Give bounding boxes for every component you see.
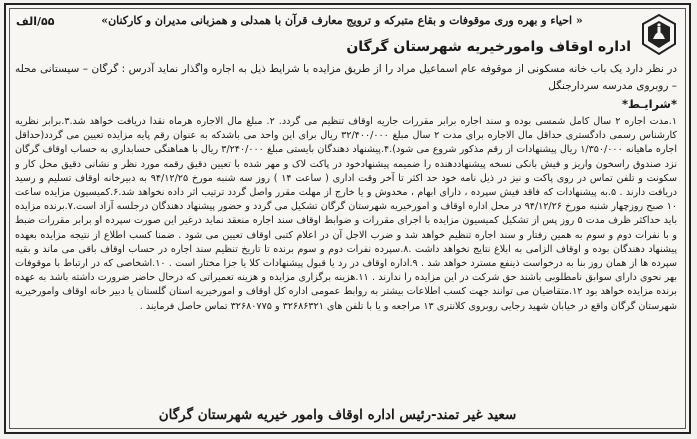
notice-intro: در نظر دارد یک باب خانه مسکونی از موقوفه عام اسماعیل مراد را از طریق مزایده با شرایط ذیل به اجاره واگذار نماید آدرس : گرگان – سیستانی محله – روبروی مدرسه سردارجنگل bbox=[15, 63, 677, 92]
endowment-emblem-icon bbox=[639, 13, 679, 57]
conditions-text: ۱.مدت اجاره ۲ سال کامل شمسی بوده و سند اجاره برابر مقررات جاریه اوقاف تنظیم می گردد. ۲. مبلغ مال الاجاره هرماه نقدا دریافت خواهد شد.۳.برابر نظریه کارشناس رسمی دادگستری حداقل مال الاجاره برای مدت ۲ سال مبلغ ۳۲/۴۰۰/۰۰۰ ریال برای این واحد می باشدکه به عنوان رقم پایه مزایده تعیین می گردد(حداقل اجاره ماهیانه ۱/۳۵۰/۰۰۰ ریال پیشنهادات از رقم مذکور شروع می شود).۴.پیشنهاد دهندگان بایستی مبلغ ۳/۲۴۰/۰۰۰ ریال با هماهنگی حسابداری به حساب اوقاف گرگان نزد صندوق راسخون واریز و فیش بانکی نسخه پیشنهاددهنده را ضمیمه پیشنهادخود در پاکت لاک و مهر شده با تعیین دقیق رقمه مورد نظر و نشانی دقیق محل کار و سکونت و تلفن تماس در روی پاکت و نیز در ذیل نامه خود حد اکثر تا آخر وقت اداری ( ساعت ۱۴ ) روز سه شنبه مورخ ۹۴/۱۲/۲۵ به دبیرخانه اوقاف تسلیم و رسید دریافت دارند . ۵.به پیشنهادات که فاقد فیش سپرده ، دارای ابهام ، مخدوش و یا خارج از مهلت مقرر واصل گردد ترتیب اثر داده نخواهد شد.۶.کمیسیون مزایده ساعت ۱۰ صبح روزچهار شنبه مورخ ۹۴/۱۲/۲۶ در محل اداره اوقاف و امورخیریه شهرستان گرگان تشکیل می گردد و حضور پیشنهاد دهندگان درجلسه آزاد است.۷.برنده مزایده باید حداکثر ظرف مدت ۵ روز پس از تشکیل کمیسیون مزایده با اجرای مقررات و ضوابط اوقاف سند اجاره منعقد نماید درغیر این صورت سپرده او برابر مقررات ضبط و با نفرات دوم و سوم به همین رفتار و سند اجاره تنظیم خواهد شد و ضرب الاجل آن در اعلام کتبی اوقاف تعیین می شود . ضمنا کسب اطلاع از نتیجه مزایده بعهده پیشنهاد دهندگان بوده و اوقاف الزامی به ابلاغ نتایج نخواهد داشت .۸.سپرده نفرات دوم و سوم برنده تا تاریخ تنظیم سند اجاره در حساب اوقاف باقی می ماند و بقیه سپرده ها از همان روز بنا به درخواست ذینفع مسترد خواهد شد . ۹.اداره اوقاف در رد یا قبول پیشنهادات کلا یا جزا مختار است . ۱۰.اشخاصی که در ارتباط با موقوفات بهر نحوی دارای سوابق نامطلوبی باشند حق شرکت در این مزایده را ندارند . ۱۱.هزینه برگزاری مزایده و هزینه تعمیراتی که درحال حاضر ضرورت داشته باشد به عهده برنده مزایده خواهد بود ۱۲.متقاضیان می توانند جهت کسب اطلاعات بیشتر به روابط عمومی اداره کل اوقاف و امورخیریه استان گلستان یا دبیر خانه اوقاف وامورخیریه شهرستان گرگان واقع در خیابان شهید رجایی روبروی کلانتری ۱۳ مراجعه و یا با تلفن های ۳۲۶۸۶۳۲۱ و ۳۲۶۸۰۷۷۵ تماس حاصل فرمایند . bbox=[15, 116, 677, 312]
notice-reference-number: ۵۵/الف bbox=[16, 15, 55, 28]
notice-signature: سعید غیر تمند-رئیس اداره اوقاف وامور خیریه شهرستان گرگان bbox=[158, 407, 517, 423]
notice-title: اداره اوقاف وامورخیریه شهرستان گرگان bbox=[346, 39, 631, 55]
conditions-heading: *شرایـط* bbox=[622, 97, 677, 111]
notice-frame bbox=[4, 3, 691, 434]
notice-slogan: « احیاء و بهره وری موقوفات و بقاع متبرکه و ترویج معارف قرآن با همدلی و همزبانی مدیران و کارکنان» bbox=[101, 14, 583, 27]
